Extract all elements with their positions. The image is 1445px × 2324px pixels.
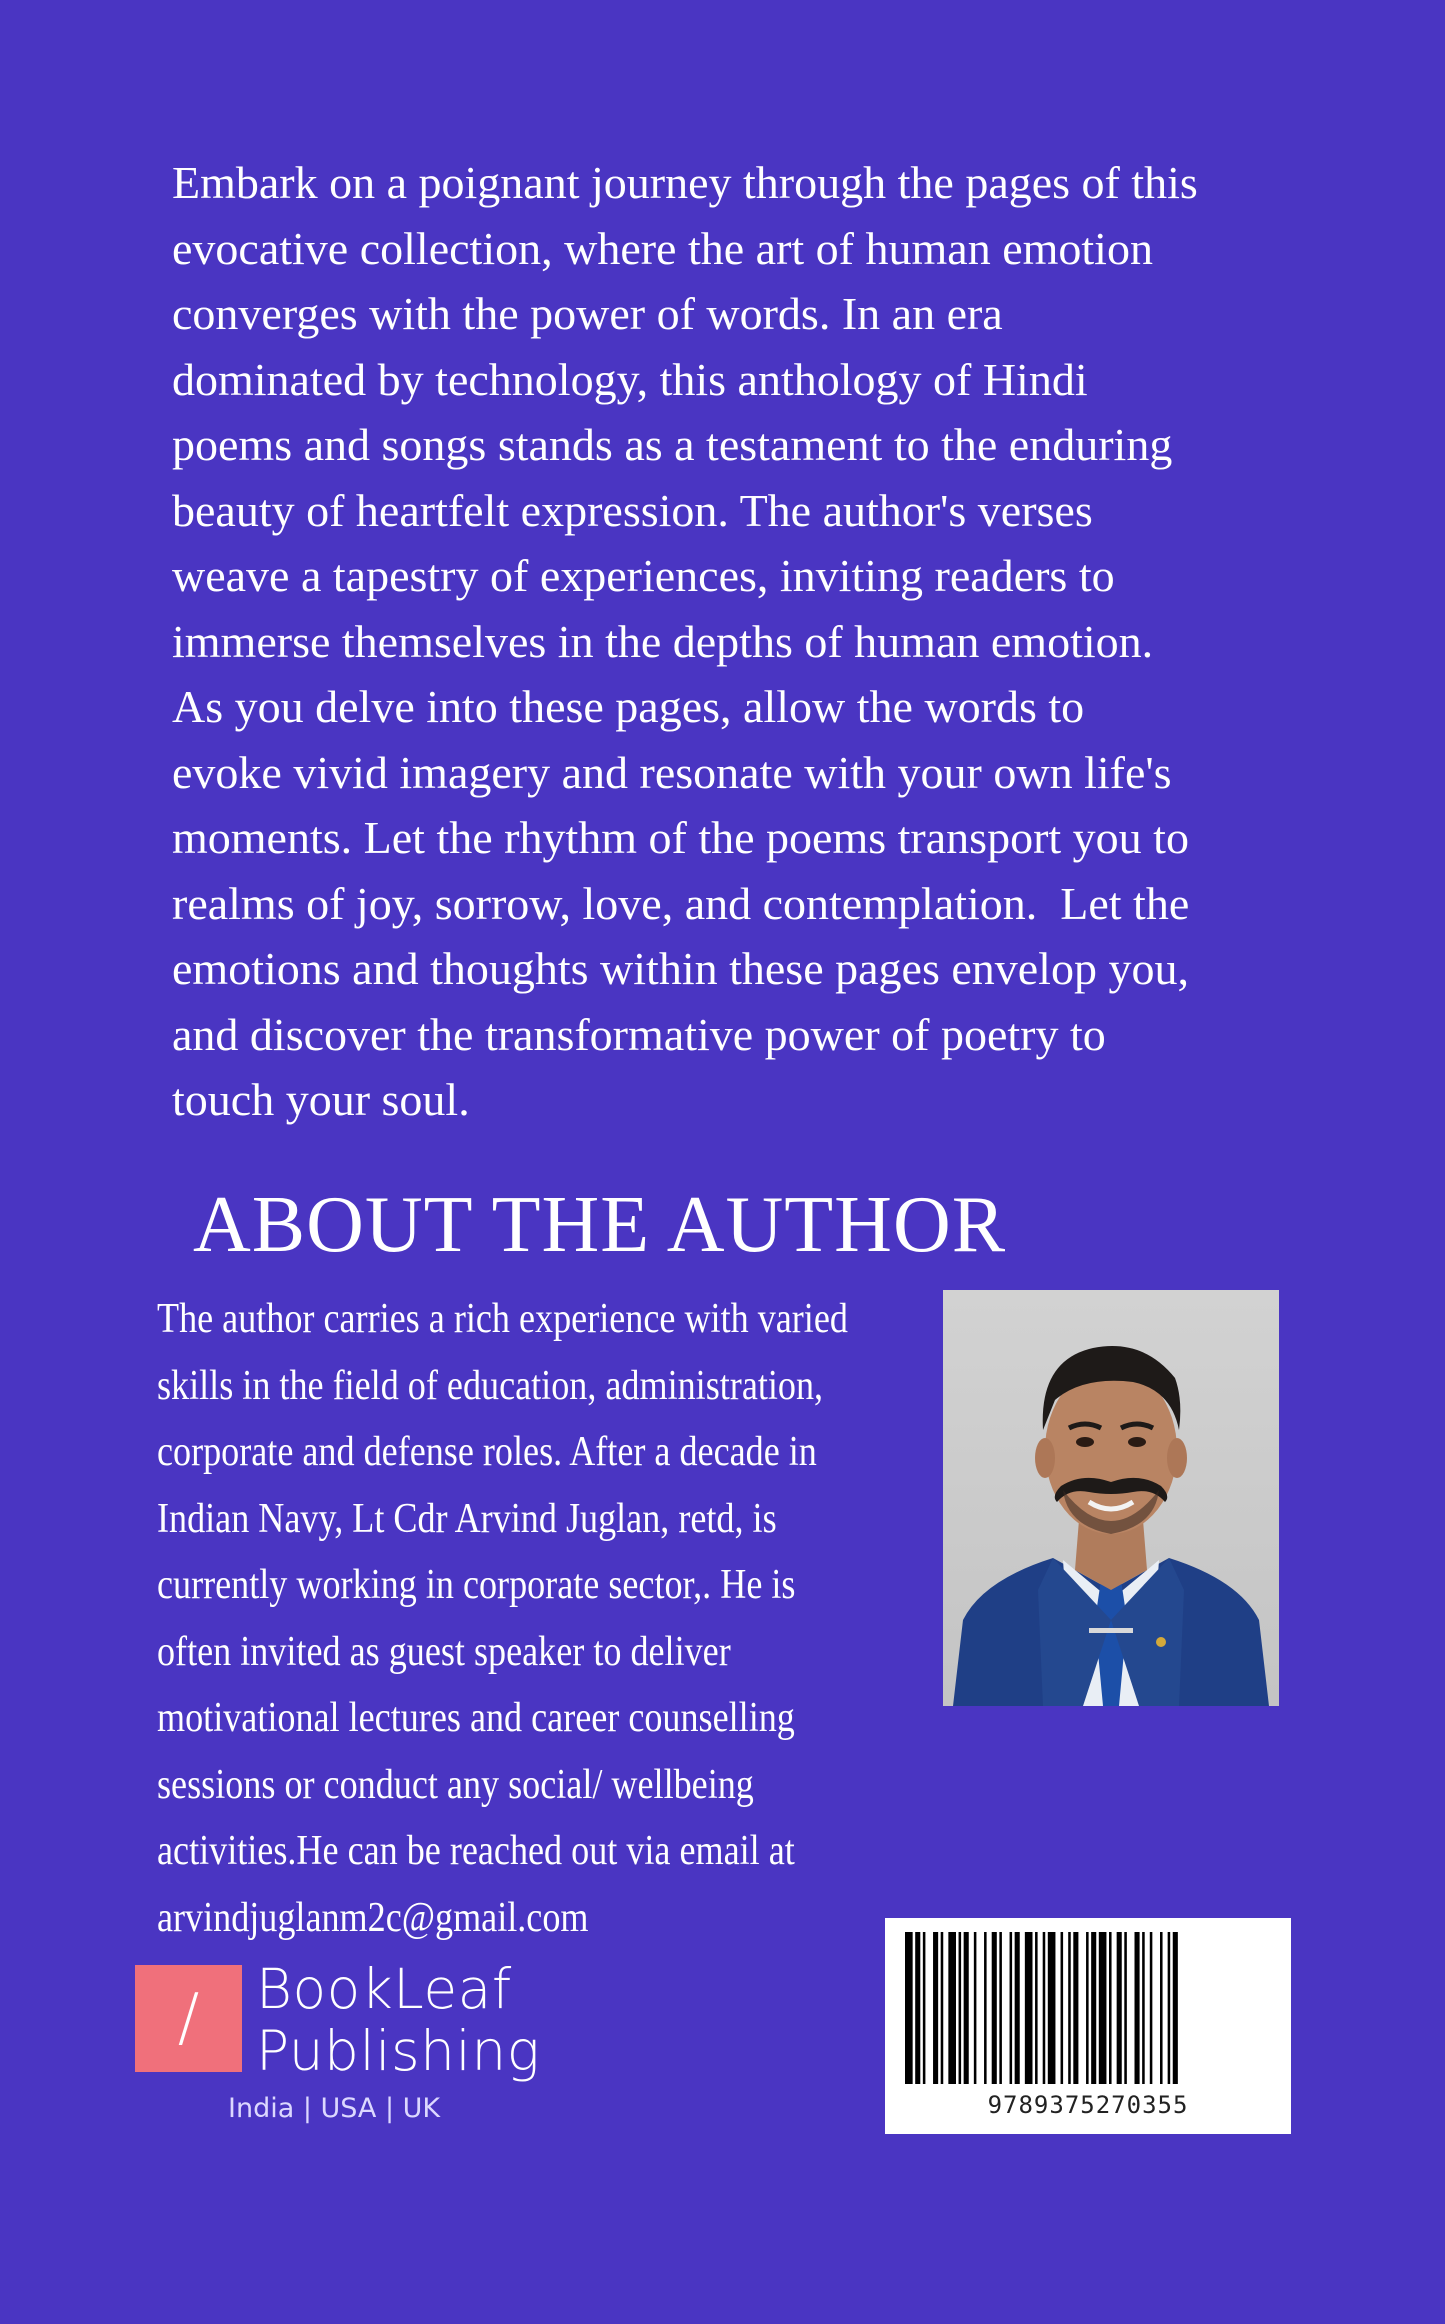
publisher-name-line1: BookLeaf [256,1957,512,2021]
blurb-line: evoke vivid imagery and resonate with your own life's [172,746,1172,798]
bio-line: often invited as guest speaker to deliver [157,1628,731,1675]
barcode-bar [974,1932,977,2084]
barcode-bar [1061,1932,1064,2084]
barcode-bar [933,1932,938,2084]
bio-line: corporate and defense roles. After a decade in [157,1429,817,1475]
barcode-bar [1099,1932,1107,2084]
blurb-line: weave a tapestry of experiences, inviting readers to [172,550,1115,601]
barcode-bar [905,1932,913,2084]
blurb-line: realms of joy, sorrow, love, and contemplation. Let the [172,877,1190,929]
barcode-bar [1124,1932,1127,2084]
blurb-line: touch your soul. [172,1074,470,1125]
bio-line: currently working in corporate sector,. He is [157,1562,796,1608]
bio-line: The author carries a rich experience with varied [157,1296,848,1342]
author-portrait-illustration [943,1290,1279,1706]
barcode-bar [984,1932,987,2084]
barcode-bar [1091,1932,1096,2084]
barcode-bar [915,1932,920,2084]
barcode-bar [1109,1932,1112,2084]
author-photo [943,1290,1279,1706]
barcode-bar [1117,1932,1122,2084]
barcode-bar [964,1932,969,2084]
blurb-line: converges with the power of words. In an era [172,288,1003,339]
bio-line: sessions or conduct any social/ wellbeing [157,1761,754,1808]
barcode-bar [1025,1932,1033,2084]
publisher-name [256,1958,540,2082]
blurb-line: dominated by technology, this anthology of Hindi [172,353,1088,405]
blurb-line: poems and songs stands as a testament to the enduring [172,419,1173,470]
barcode-bar [1068,1932,1071,2084]
barcode-bars [885,1918,1291,2090]
barcode-bar [923,1932,926,2084]
bio-line: Indian Navy, Lt Cdr Arvind Juglan, retd, is [157,1495,777,1542]
barcode-bar [948,1932,956,2084]
blurb-line: emotions and thoughts within these pages envelop you, [172,943,1189,994]
author-bio [157,1286,948,1951]
barcode-bar [992,1932,997,2084]
about-the-author-heading: ABOUT THE AUTHOR [193,1181,1007,1269]
isbn-number: 9789375270355 [987,2091,1189,2119]
blurb-line: As you delve into these pages, allow the words to [172,681,1085,732]
barcode-bar [1168,1932,1171,2084]
bio-line: skills in the field of education, administration, [157,1362,824,1409]
author-email: arvindjuglanm2c@gmail.com [157,1894,589,1941]
barcode-bar [959,1932,962,2084]
barcode-bar [1135,1932,1140,2084]
blurb-line: Embark on a poignant journey through the pages of this [172,157,1198,208]
blurb-line: and discover the transformative power of poetry to [172,1008,1106,1060]
barcode-bar [999,1932,1002,2084]
barcode-bar [941,1932,944,2084]
barcode-bar [1086,1932,1089,2084]
barcode-bar [1035,1932,1038,2084]
bookleaf-logo-mark [135,1965,242,2072]
barcode-bar [1043,1932,1046,2084]
barcode-bar [1160,1932,1163,2084]
barcode-bar [1150,1932,1153,2084]
barcode-bar [1048,1932,1056,2084]
bio-line: activities.He can be reached out via email at [157,1828,795,1874]
isbn-barcode [885,1918,1291,2134]
barcode-bar [1010,1932,1013,2084]
blurb-line: evocative collection, where the art of human emotion [172,222,1153,274]
blurb-line: immerse themselves in the depths of human emotion. [172,615,1154,667]
barcode-bar [1073,1932,1078,2084]
barcode-bar [1142,1932,1145,2084]
barcode-bar [1015,1932,1020,2084]
barcode-bar [1173,1932,1178,2084]
logo-slash: / [177,1981,200,2055]
blurb-line: beauty of heartfelt expression. The author's verses [172,484,1093,536]
publisher-regions: India | USA | UK [228,2093,441,2124]
back-cover-blurb [172,150,1302,1133]
bio-line: motivational lectures and career counselling [157,1695,795,1741]
blurb-line: moments. Let the rhythm of the poems transport you to [172,812,1189,863]
publisher-name-line2: Publishing [256,2019,541,2083]
